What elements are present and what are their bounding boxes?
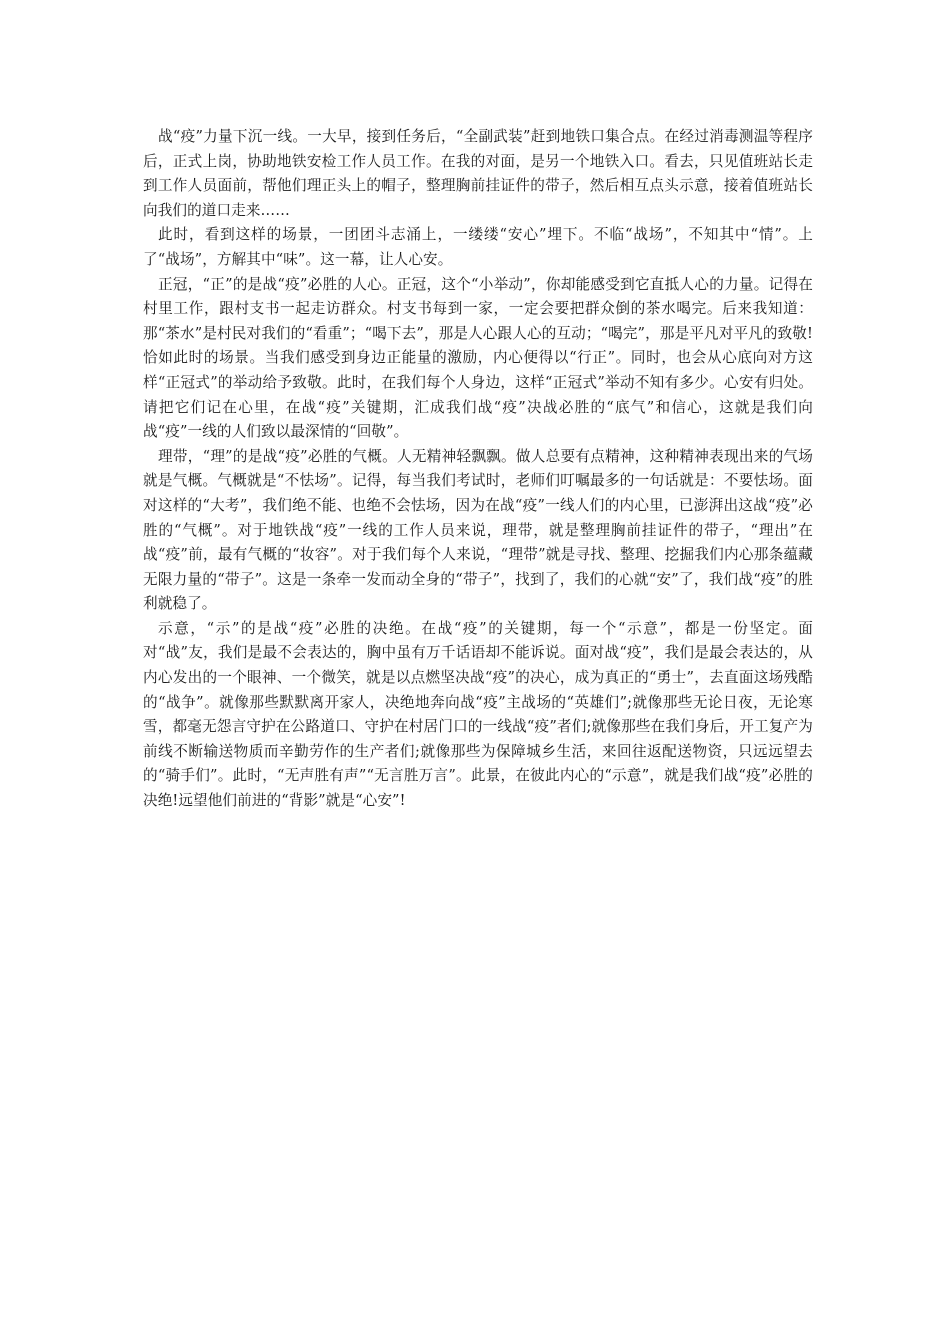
article-body <box>143 125 813 814</box>
paragraph-4: 理带，“理”的是战“疫”必胜的气概。人无精神轻飘飘。做人总要有点精神，这种精神表现出来的气场就是气概。气概就是“不怯场”。记得，每当我们考试时，老师们叮嘱最多的一句话就是：不要怯场。面对这样的“大考”，我们绝不能、也绝不会怯场，因为在战“疫”一线人们的内心里，已澎湃出这战“疫”必胜的“气概”。对于地铁战“疫”一线的工作人员来说，理带，就是整理胸前挂证件的带子，“理出”在战“疫”前，最有气概的“妆容”。对于我们每个人来说，“理带”就是寻找、整理、挖掘我们内心那条蕴藏无限力量的“带子”。这是一条牵一发而动全身的“带子”，找到了，我们的心就“安”了，我们战“疫”的胜利就稳了。 <box>143 447 813 613</box>
paragraph-2: 此时，看到这样的场景，一团团斗志涌上，一缕缕“安心”埋下。不临“战场”，不知其中“情”。上了“战场”，方解其中“味”。这一幕，让人心安。 <box>143 226 813 268</box>
paragraph-5: 示意，“示”的是战“疫”必胜的决绝。在战“疫”的关键期，每一个“示意”，都是一份坚定。面对“战”友，我们是最不会表达的，胸中虽有万千话语却不能诉说。面对战“疫”，我们是最会表达的，从内心发出的一个眼神、一个微笑，就是以点燃坚决战“疫”的决心，成为真正的“勇士”，去直面这场残酷的“战争”。就像那些默默离开家人，决绝地奔向战“疫”主战场的“英雄们”;就像那些无论日夜，无论寒雪，都毫无怨言守护在公路道口、守护在村居门口的一线战“疫”者们;就像那些在我们身后，开工复产为前线不断输送物质而辛勤劳作的生产者们;就像那些为保障城乡生活，来回往返配送物资，只远远望去的“骑手们”。此时，“无声胜有声”“无言胜万言”。此景，在彼此内心的“示意”，就是我们战“疫”必胜的决绝!远望他们前进的“背影”就是“心安”! <box>143 619 813 810</box>
paragraph-1: 战“疫”力量下沉一线。一大早，接到任务后，“全副武装”赶到地铁口集合点。在经过消毒测温等程序后，正式上岗，协助地铁安检工作人员工作。在我的对面，是另一个地铁入口。看去，只见值班站长走到工作人员面前，帮他们理正头上的帽子，整理胸前挂证件的带子，然后相互点头示意，接着值班站长向我们的道口走来…… <box>143 128 813 219</box>
paragraph-3: 正冠，“正”的是战“疫”必胜的人心。正冠，这个“小举动”，你却能感受到它直抵人心的力量。记得在村里工作，跟村支书一起走访群众。村支书每到一家，一定会要把群众倒的茶水喝完。后来我知道：那“茶水”是村民对我们的“看重”；“喝下去”，那是人心跟人心的互动；“喝完”，那是平凡对平凡的致敬!恰如此时的场景。当我们感受到身边正能量的激励，内心便得以“行正”。同时，也会从心底向对方这样“正冠式”的举动给予致敬。此时，在我们每个人身边，这样“正冠式”举动不知有多少。心安有归处。请把它们记在心里，在战“疫”关键期，汇成我们战“疫”决战必胜的“底气”和信心，这就是我们向战“疫”一线的人们致以最深情的“回敬”。 <box>143 275 813 441</box>
